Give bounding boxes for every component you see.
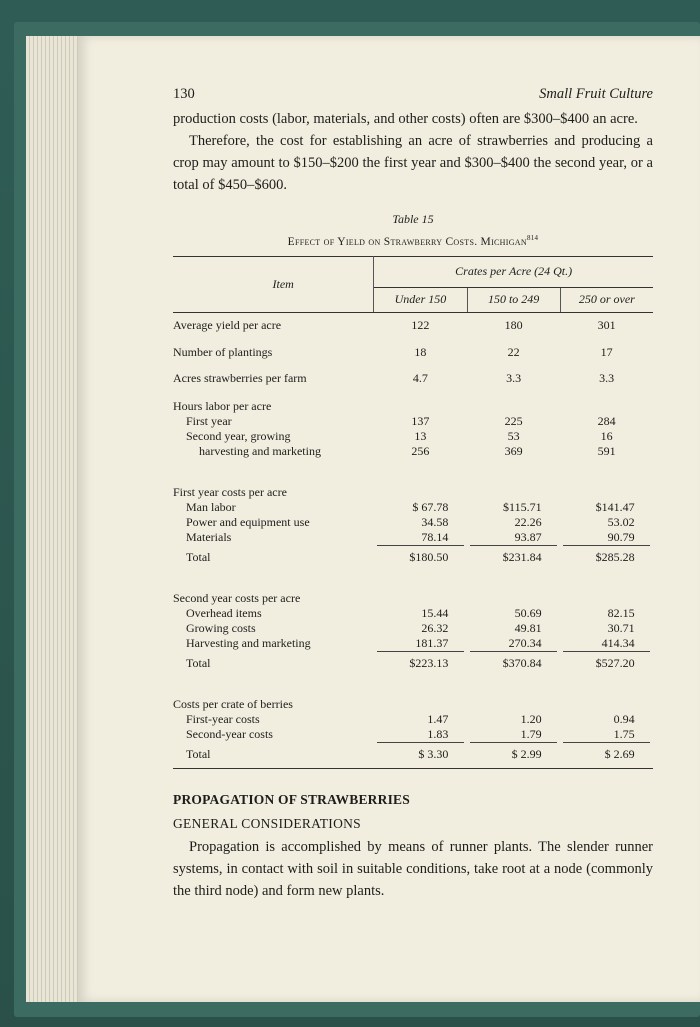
table-cell: 13 xyxy=(414,428,427,443)
table-row xyxy=(173,712,653,727)
table-cell: 180 xyxy=(504,318,523,333)
row-label: Total xyxy=(186,746,211,761)
table-cell: 3.3 xyxy=(506,371,522,386)
table-cell: 17 xyxy=(600,345,613,360)
row-label: First year xyxy=(186,413,232,428)
table-cell: 90.79 xyxy=(607,529,635,544)
table-cell: 0.94 xyxy=(613,711,635,726)
page-edges xyxy=(26,36,86,1002)
table-cell: $141.47 xyxy=(595,499,635,514)
table-cell: 93.87 xyxy=(514,529,542,544)
table-cell: 82.15 xyxy=(607,605,635,620)
table-cell: 30.71 xyxy=(607,620,635,635)
table-cell: $223.13 xyxy=(409,655,449,670)
table-row xyxy=(173,414,653,429)
table-row-total xyxy=(173,545,653,565)
table-row xyxy=(173,515,653,530)
table-cell: 1.79 xyxy=(520,726,542,741)
item-header: Item xyxy=(173,256,374,312)
table-cell: 26.32 xyxy=(421,620,449,635)
table-cell: $115.71 xyxy=(503,499,542,514)
column-header: Under 150 xyxy=(374,287,467,312)
table-row xyxy=(173,459,653,500)
table-cell: $231.84 xyxy=(502,549,542,564)
section-heading: PROPAGATION OF STRAWBERRIES xyxy=(173,791,410,807)
table-caption: Table 15 xyxy=(392,212,434,226)
table-row xyxy=(173,429,653,444)
row-label: Growing costs xyxy=(186,620,256,635)
table-cell: 53.02 xyxy=(607,514,635,529)
table-row xyxy=(173,361,653,387)
table-cell: $ 2.99 xyxy=(511,746,542,761)
table-cell: 270.34 xyxy=(508,635,542,650)
row-label: Overhead items xyxy=(186,605,262,620)
table-row xyxy=(173,312,653,335)
table-row xyxy=(173,500,653,515)
table-cell: 284 xyxy=(597,413,616,428)
table-cell: 225 xyxy=(504,413,523,428)
table-cell: 1.47 xyxy=(427,711,449,726)
table-cell: $ 2.69 xyxy=(604,746,635,761)
table-cell: 53 xyxy=(507,428,520,443)
table-row xyxy=(173,671,653,712)
table-cell: $370.84 xyxy=(502,655,542,670)
yield-cost-table xyxy=(173,256,653,770)
table-cell: 3.3 xyxy=(599,371,615,386)
row-label: Man labor xyxy=(186,499,236,514)
row-label: Costs per crate of berries xyxy=(173,696,293,711)
row-label: Total xyxy=(186,655,211,670)
section-subheading: GENERAL CONSIDERATIONS xyxy=(173,815,361,831)
row-label: Harvesting and marketing xyxy=(186,635,311,650)
column-header: 250 or over xyxy=(560,287,653,312)
row-label: Total xyxy=(186,549,211,564)
table-cell: 122 xyxy=(411,318,430,333)
table-cell: 369 xyxy=(504,443,523,458)
section-paragraph: Propagation is accomplished by means of runner plants. The slender runner systems, in contact with soil in suitable conditions, take root at a node (commonly the third node) and form new plants. xyxy=(173,838,653,899)
row-label: Materials xyxy=(186,529,232,544)
table-cell: 301 xyxy=(597,318,616,333)
table-row xyxy=(173,606,653,621)
paragraph-1: production costs (labor, materials, and other costs) often are $300–$400 an acre. xyxy=(173,111,638,127)
row-label: Number of plantings xyxy=(173,345,273,360)
table-title-ref: 814 xyxy=(526,234,539,242)
table-cell: 49.81 xyxy=(514,620,542,635)
table-row xyxy=(173,387,653,414)
row-label: First-year costs xyxy=(186,711,260,726)
table-row xyxy=(173,335,653,361)
table-row-total xyxy=(173,742,653,769)
table-cell: 22 xyxy=(507,345,520,360)
running-head xyxy=(173,86,653,108)
paragraph-2: Therefore, the cost for establishing an acre of strawberries and producing a crop may amount to $150–$200 the first year and $300–$400 the second year, or a total of $450–$600. xyxy=(173,133,653,193)
table-cell: 78.14 xyxy=(421,529,449,544)
running-title: Small Fruit Culture xyxy=(539,86,653,102)
table-cell: $ 67.78 xyxy=(412,499,449,514)
table-cell: 4.7 xyxy=(412,371,428,386)
crates-group-header-text: Crates per Acre (24 Qt.) xyxy=(455,263,573,278)
row-label: Second year costs per acre xyxy=(173,590,301,605)
table-cell: 256 xyxy=(411,443,430,458)
table-row xyxy=(173,530,653,545)
column-header: 150 to 249 xyxy=(467,287,560,312)
row-label: First year costs per acre xyxy=(173,484,287,499)
table-bottom-rule xyxy=(173,768,653,770)
table-title xyxy=(173,234,653,248)
table-cell: $180.50 xyxy=(409,549,449,564)
crates-group-header xyxy=(374,256,653,287)
table-row xyxy=(173,727,653,742)
row-label: Power and equipment use xyxy=(186,514,310,529)
table-cell: 15.44 xyxy=(421,605,449,620)
table-title-text: Effect of Yield on Strawberry Costs. Michigan xyxy=(287,235,527,248)
table-cell: 414.34 xyxy=(601,635,635,650)
table-cell: $527.20 xyxy=(595,655,635,670)
table-cell: 1.75 xyxy=(613,726,635,741)
table-cell: 18 xyxy=(414,345,427,360)
row-label: Second year, growing xyxy=(186,428,291,443)
table-row xyxy=(173,636,653,651)
row-label: harvesting and marketing xyxy=(199,443,321,458)
table-cell: 181.37 xyxy=(415,635,449,650)
row-label: Hours labor per acre xyxy=(173,398,272,413)
row-label: Second-year costs xyxy=(186,726,273,741)
table-cell: 16 xyxy=(600,428,613,443)
table-cell: 34.58 xyxy=(421,514,449,529)
table-cell: $285.28 xyxy=(595,549,635,564)
table-cell: 1.83 xyxy=(427,726,449,741)
table-cell: 137 xyxy=(411,413,430,428)
table-cell: 22.26 xyxy=(514,514,542,529)
page-number: 130 xyxy=(173,86,195,102)
table-cell: 591 xyxy=(597,443,616,458)
table-cell: 1.20 xyxy=(520,711,542,726)
table-row xyxy=(173,621,653,636)
page-content xyxy=(173,86,653,902)
table-row-total xyxy=(173,651,653,671)
table-row xyxy=(173,444,653,459)
table-cell: 50.69 xyxy=(514,605,542,620)
row-label: Acres strawberries per farm xyxy=(173,371,307,386)
table-row xyxy=(173,565,653,606)
table-cell: $ 3.30 xyxy=(418,746,449,761)
row-label: Average yield per acre xyxy=(173,318,282,333)
